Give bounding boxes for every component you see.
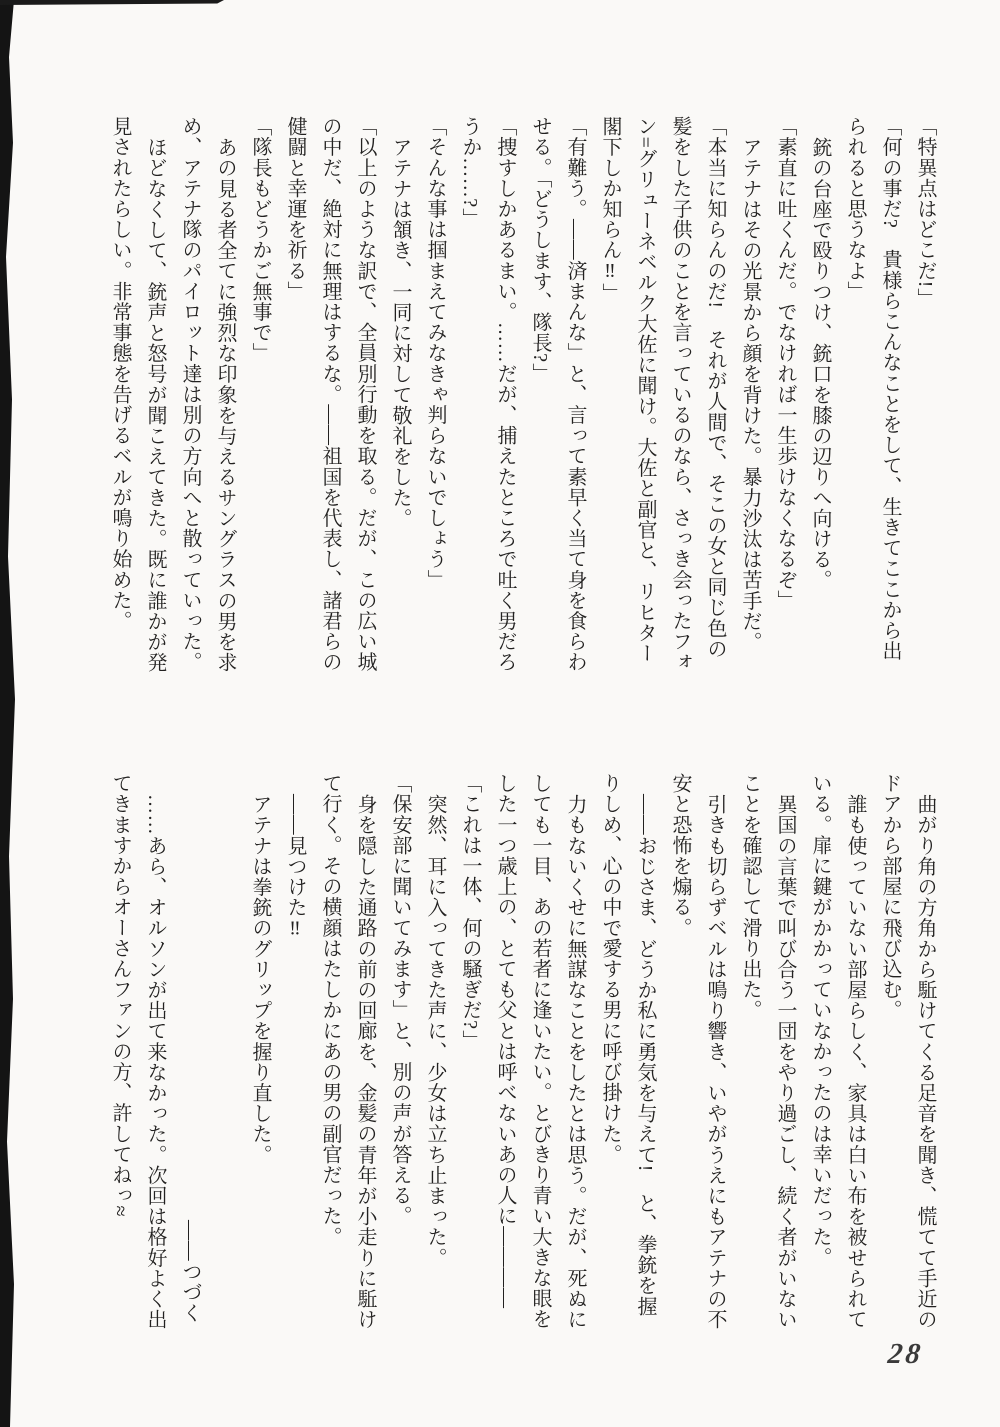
text-line: 安と恐怖を煽る。 bbox=[669, 773, 691, 938]
text-line: ――おじさま、どうか私に勇気を与えて! と、拳銃を握 bbox=[634, 794, 656, 1317]
text-line: 「本当に知らんのだ! それが人間で、そこの女と同じ色の bbox=[704, 116, 726, 659]
text-line: て行く。その横顔はたしかにあの男の副官だった。 bbox=[319, 773, 341, 1247]
text-line bbox=[207, 773, 242, 1333]
text-line: ドアから部屋に飛び込む。 bbox=[879, 773, 901, 1021]
text-block-top bbox=[102, 116, 942, 673]
text-line: 突然、耳に入ってきた声に、少女は立ち止まった。 bbox=[424, 794, 446, 1268]
text-line: られると思うなよ」 bbox=[844, 116, 866, 302]
text-line: 見されたらしい。非常事態を告げるベルが鳴り始めた。 bbox=[109, 116, 131, 631]
text-line: め、アテナ隊のパイロット達は別の方向へと散っていった。 bbox=[179, 116, 201, 673]
text-line: せる。「どうします、隊長?」 bbox=[529, 116, 551, 384]
text-line: 「有難う。――済まんな」と、言って素早く当て身を食らわ bbox=[564, 116, 586, 673]
text-line: した一つ歳上の、とても父とは呼べないあの人に―――― bbox=[494, 773, 516, 1309]
text-line: 「隊長もどうかご無事で」 bbox=[249, 116, 271, 364]
text-line: 「特異点はどこだ!」 bbox=[914, 116, 936, 309]
text-line: ――つづく bbox=[179, 1220, 201, 1323]
text-line: 「素直に吐くんだ。でなければ一生歩けなくなるぞ」 bbox=[774, 116, 796, 611]
text-line: 「捜すしかあるまい。……だが、捕えたところで吐く男だろ bbox=[494, 116, 516, 673]
text-line: 銃の台座で殴りつけ、銃口を膝の辺りへ向ける。 bbox=[809, 137, 831, 591]
text-line: ――見つけた‼ bbox=[284, 794, 306, 941]
text-line: うか……?」 bbox=[459, 116, 481, 229]
text-line: の中だ、絶対に無理はするな。――祖国を代表し、諸君らの bbox=[319, 116, 341, 673]
text-line: しても一目、あの若者に逢いたい。とびきり青い大きな眼を bbox=[529, 773, 551, 1330]
scan-edge-left bbox=[0, 0, 18, 1427]
scan-edge-top bbox=[0, 0, 224, 5]
text-line: アテナはその光景から顔を背けた。暴力沙汰は苦手だ。 bbox=[739, 137, 761, 652]
text-line: てきますからオーさんファンの方、許してねっ≈ bbox=[109, 773, 131, 1218]
text-line: 誰も使っていない部屋らしく、家具は白い布を被せられて bbox=[844, 794, 866, 1330]
text-line: ほどなくして、銃声と怒号が聞こえてきた。既に誰かが発 bbox=[144, 137, 166, 673]
page-number: 28 bbox=[886, 1338, 925, 1370]
text-line: 「保安部に聞いてみます」と、別の声が答える。 bbox=[389, 773, 411, 1227]
text-line: 引きも切らずベルは鳴り響き、いやがうえにもアテナの不 bbox=[704, 794, 726, 1330]
text-line: ことを確認して滑り出た。 bbox=[739, 773, 761, 1021]
text-line: 閣下しか知らん‼」 bbox=[599, 116, 621, 304]
text-block-bottom bbox=[102, 773, 942, 1333]
text-line: 髪をした子供のことを言っているのなら、さっき会ったフォ bbox=[669, 116, 691, 673]
text-line: 曲がり角の方角から駈けてくる足音を聞き、慌てて手近の bbox=[914, 794, 936, 1330]
text-line: りしめ、心の中で愛する男に呼び掛けた。 bbox=[599, 773, 621, 1165]
text-line: 「そんな事は掴まえてみなきゃ判らないでしょう」 bbox=[424, 116, 446, 590]
text-line: 健闘と幸運を祈る」 bbox=[284, 116, 306, 302]
text-line: 「これは一体、何の騒ぎだ?」 bbox=[459, 773, 481, 1051]
text-line: アテナは頷き、一同に対して敬礼をした。 bbox=[389, 137, 411, 529]
text-line: 異国の言葉で叫び合う一団をやり過ごし、続く者がいない bbox=[774, 794, 796, 1330]
text-line: ……あら、オルソンが出て来なかった。次回は格好よく出 bbox=[144, 794, 166, 1330]
text-line: 「以上のような訳で、全員別行動を取る。だが、この広い城 bbox=[354, 116, 376, 673]
text-line: 「何の事だ? 貴様らこんなことをして、生きてここから出 bbox=[879, 116, 901, 662]
text-line: あの見る者全てに強烈な印象を与えるサングラスの男を求 bbox=[214, 137, 236, 673]
text-line: いる。扉に鍵がかかっていなかったのは幸いだった。 bbox=[809, 773, 831, 1268]
text-line: ン=グリューネベルク大佐に聞け。大佐と副官と、リヒター bbox=[634, 116, 656, 664]
text-line: 力もないくせに無謀なことをしたとは思う。だが、死ぬに bbox=[564, 794, 586, 1330]
text-line: 身を隠した通路の前の回廊を、金髪の青年が小走りに駈け bbox=[354, 794, 376, 1330]
text-line: アテナは拳銃のグリップを握り直した。 bbox=[249, 794, 271, 1165]
